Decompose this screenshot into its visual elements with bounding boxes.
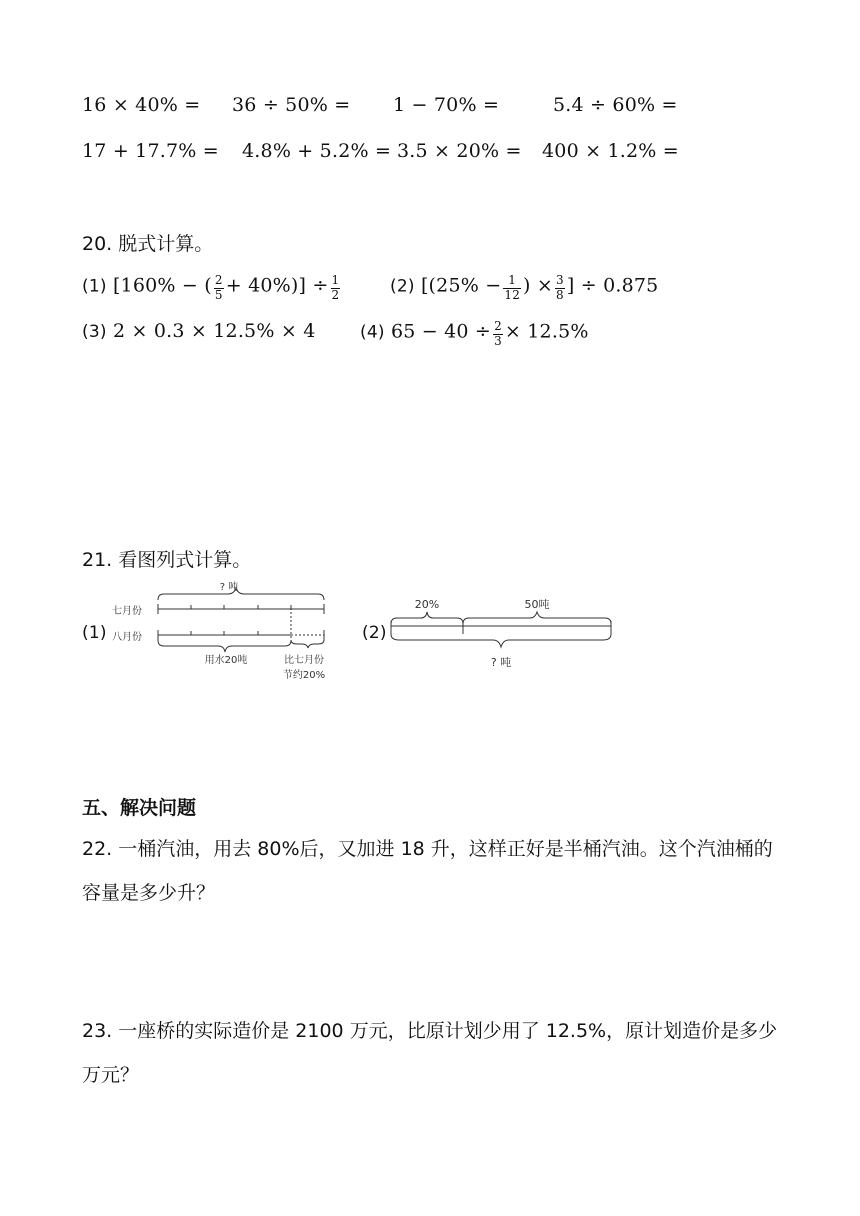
oral-item-1-2: 36 ÷ 50% = (232, 94, 351, 116)
q21-figure-1 (108, 580, 348, 685)
q20-p4-fraction-1: $\frac{2}{3}$ (494, 319, 502, 348)
oral-item-1-4: 5.4 ÷ 60% = (553, 94, 678, 116)
q20-p2-part-c: ] ÷ 0.875 (566, 274, 659, 297)
q20-p1-label: (1) (82, 276, 107, 297)
oral-item-2-3: 3.5 × 20% = (397, 140, 522, 162)
q20-p1-fraction-2: $\frac{1}{2}$ (331, 273, 340, 302)
august-used-brace (158, 640, 291, 652)
q20-p2-fraction-2: $\frac{3}{8}$ (556, 273, 564, 302)
q21-figure-2 (385, 590, 620, 675)
oral-item-1-3: 1 − 70% = (393, 94, 500, 116)
q20-p2-fraction-1: $\frac{1}{12}$ (504, 273, 521, 302)
q20-problem-1 (82, 274, 342, 303)
q20-p3-expression: 2 × 0.3 × 12.5% × 4 (112, 320, 316, 342)
q21-fig2-label: (2) (362, 623, 387, 643)
saved-note-line2: 节约20% (282, 670, 326, 681)
q20-p2-part-b: ) × (523, 274, 554, 297)
q20-problem-3 (82, 320, 316, 342)
august-used-label: 用水20吨 (204, 655, 248, 666)
fig2-left-brace (391, 612, 463, 624)
row-label-july: 七月份 (112, 606, 142, 617)
fig2-right-brace (463, 612, 611, 624)
problem-22: 22. 一桶汽油，用去 80%后，又加进 18 升，这样正好是半桶汽油。这个汽油桶的容量是多少升？ (82, 838, 773, 904)
q21-fig1-label: (1) (82, 623, 107, 643)
oral-item-1-1: 16 × 40% = (82, 94, 201, 116)
fig2-bottom-brace (391, 634, 611, 647)
q20-p1-fraction-1: $\frac{2}{5}$ (214, 273, 223, 302)
problem-23: 23. 一座桥的实际造价是 2100 万元，比原计划少用了 12.5%，原计划造价是多少万元？ (82, 1020, 778, 1086)
row-label-august: 八月份 (112, 632, 142, 643)
oral-item-2-1: 17 + 17.7% = (82, 140, 219, 162)
q20-p2-label: (2) (390, 276, 415, 297)
q20-p1-part-b: + 40%)] ÷ (225, 274, 329, 297)
q20-p3-label: (3) (82, 322, 107, 342)
q20-p4-part-b: × 12.5% (504, 320, 589, 343)
q20-p1-part-a: [160% − ( (112, 274, 212, 297)
section-title: 五、解决问题 (82, 797, 197, 819)
q20-problem-2 (390, 274, 658, 303)
fig2-bottom-label: ? 吨 (490, 656, 512, 669)
q20-problem-4 (360, 320, 589, 349)
q20-p4-part-a: 65 − 40 ÷ (390, 320, 492, 343)
q20-p4-label: (4) (360, 322, 385, 343)
q21-title: 21. 看图列式计算。 (82, 549, 252, 571)
oral-item-2-4: 400 × 1.2% = (542, 140, 679, 162)
oral-item-2-2: 4.8% + 5.2% = (242, 140, 392, 162)
saved-note-line1: 比七月份 (284, 655, 324, 666)
july-top-label: ? 吨 (219, 582, 239, 593)
saved-brace (291, 640, 324, 648)
fig2-left-label: 20% (414, 598, 440, 611)
q20-title: 20. 脱式计算。 (82, 233, 214, 255)
july-top-brace (158, 588, 324, 600)
q20-p2-part-a: [(25% − (420, 274, 502, 297)
fig2-right-label: 50吨 (524, 598, 550, 611)
